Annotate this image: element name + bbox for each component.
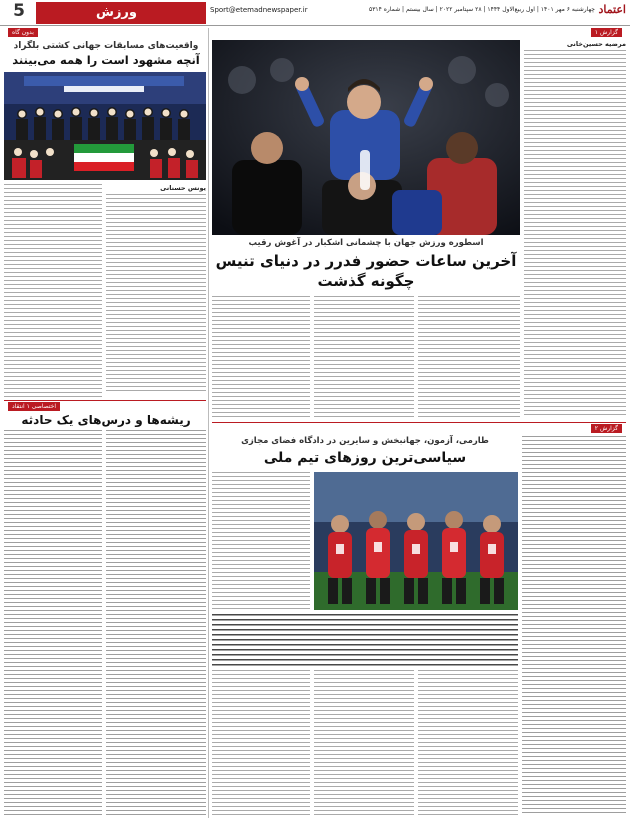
team-text-side — [212, 472, 310, 610]
wrestling-text-left — [4, 184, 102, 398]
left-bottom-tag-bar — [4, 402, 206, 411]
federer-headline-2: چگونه گذشت — [317, 272, 415, 290]
team-headline: سیاسی‌ترین روزهای تیم ملی — [263, 450, 467, 466]
page-number: 5 — [13, 1, 25, 21]
team-col-4 — [212, 670, 310, 816]
team-text-4 — [212, 670, 310, 816]
left-top-tag-bar — [4, 28, 206, 37]
wrestling-body-col-right — [106, 184, 206, 398]
section-label: ورزش — [36, 2, 206, 24]
wrestling-text-right — [106, 194, 206, 394]
wrestling-kicker: واقعیت‌های مسابقات جهانی کشتی بلگراد — [13, 41, 199, 51]
main-tag-bar — [212, 28, 626, 37]
page-header — [0, 0, 630, 26]
team-text-2 — [418, 670, 518, 816]
federer-headline-1: آخرین ساعات حضور فدرر در دنیای تنیس — [215, 252, 517, 270]
incident-col-right — [106, 430, 206, 816]
wrestling-headline: آنچه مشهود است را همه می‌بینند — [12, 53, 200, 67]
federer-text-3 — [314, 296, 414, 420]
wrestling-byline: یونس حسنانی — [160, 184, 206, 192]
federer-text-1 — [524, 50, 626, 416]
team-col-2 — [418, 670, 518, 816]
sub-tag-bar — [212, 424, 626, 433]
team-kicker: طارمی، آزمون، جهانبخش و سایرین در دادگاه فضای مجازی — [241, 436, 489, 446]
federer-col-1 — [524, 40, 626, 420]
federer-byline: مرضیه حسین‌خانی — [566, 40, 626, 48]
federer-col-4 — [212, 296, 310, 420]
team-col-1 — [522, 436, 626, 816]
team-lead — [212, 614, 518, 666]
date-line: چهارشنبه ۶ مهر ۱۴۰۱ | اول ربیع‌الاول ۱۴۴۴ | ۲۸ سپتامبر ۲۰۲۲ | سال بیستم | شماره ۵۳۱۴ — [368, 6, 595, 13]
federer-col-3 — [314, 296, 414, 420]
federer-text-2 — [418, 296, 520, 420]
main-tag: گزارش ۱ — [591, 28, 622, 37]
incident-text-left — [4, 430, 102, 816]
federer-photo — [212, 40, 520, 235]
federer-col-2 — [418, 296, 520, 420]
federer-text-4 — [212, 296, 310, 420]
column-divider — [208, 28, 209, 818]
federer-kicker: اسطوره ورزش جهان با چشمانی اشکبار در آغوش رقیب — [248, 238, 484, 248]
team-text-3 — [314, 670, 414, 816]
incident-text-right — [106, 430, 206, 816]
team-lead-text — [212, 614, 518, 666]
team-col-side — [212, 472, 310, 610]
team-melli-photo — [314, 472, 518, 610]
incident-col-left — [4, 430, 102, 816]
left-top-tag: بدون گاه — [8, 28, 38, 37]
left-bottom-tag: اختصاصی ۱ انتقاد — [8, 402, 60, 411]
team-text-1 — [522, 436, 626, 816]
left-bottom-rule — [4, 400, 206, 401]
sub-rule — [212, 422, 626, 423]
incident-headline: ریشه‌ها و درس‌های یک حادثه — [21, 413, 191, 427]
wrestling-body-col-left — [4, 184, 102, 398]
email-address[interactable]: Sport@etemadnewspaper.ir — [210, 6, 308, 14]
team-col-3 — [314, 670, 414, 816]
newspaper-logo: اعتماد — [598, 3, 626, 16]
wrestling-team-photo — [4, 72, 206, 180]
sub-tag: گزارش ۲ — [591, 424, 622, 433]
